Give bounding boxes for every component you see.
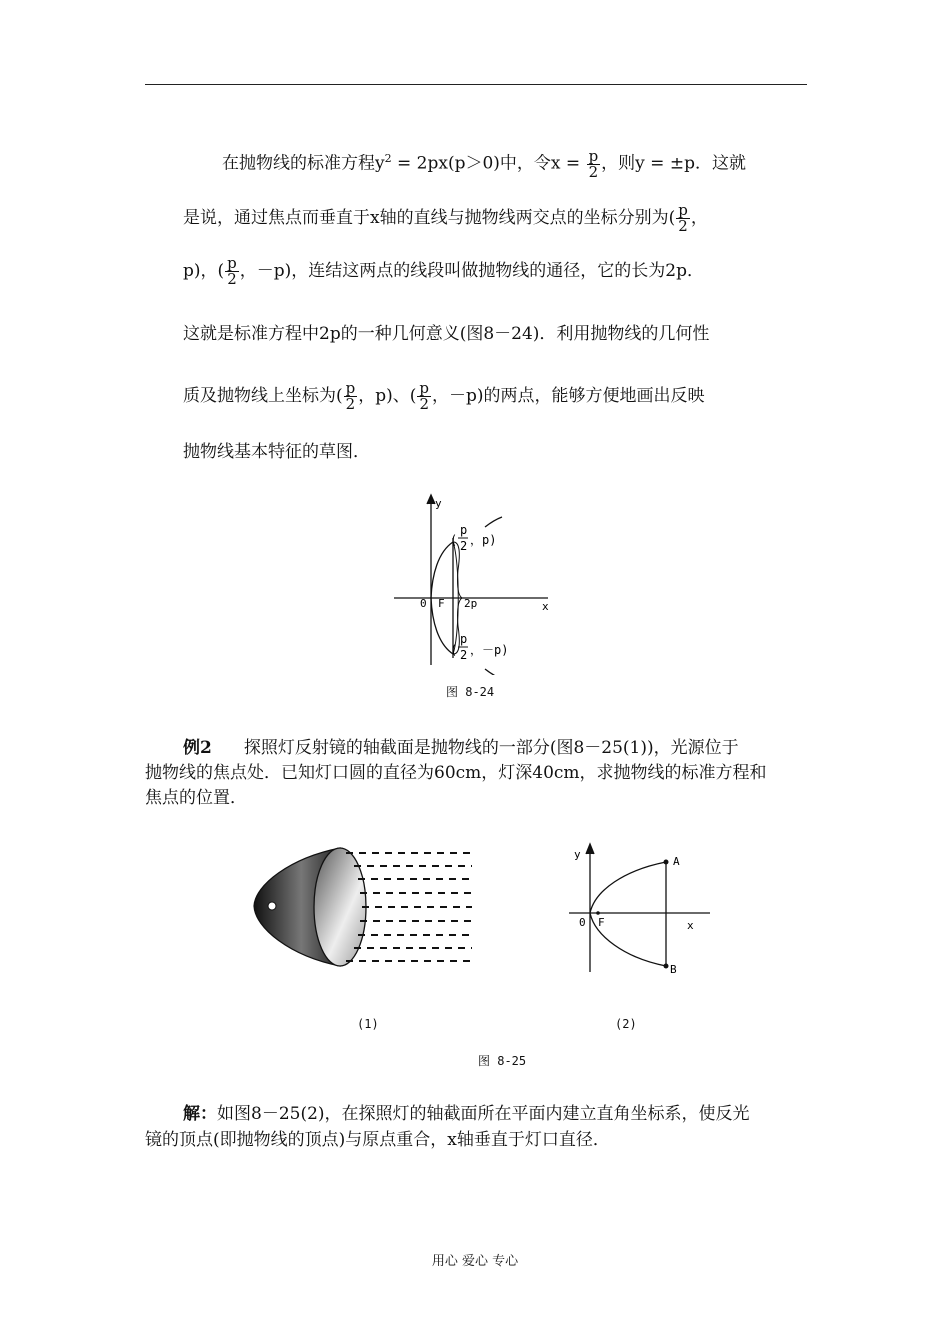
label-y: y [435,497,442,510]
parabola-bottom-arc [485,669,502,675]
header-rule [145,84,807,85]
text: ，则y = ±p．这就 [601,153,746,174]
label-x: x [687,919,694,932]
example-label: 例2 [183,738,212,758]
fraction-p-over-2: $\frac{p}{2}$ [345,379,356,413]
text: 在抛物线的标准方程y [222,153,385,174]
label-top-open: ( [450,533,458,547]
label-bottom-open: ( [450,643,458,657]
text: 质及抛物线上坐标为( [183,386,343,406]
text: 是说，通过焦点而垂直于x轴的直线与抛物线两交点的坐标分别为( [183,208,676,228]
label-origin: 0 [579,916,586,929]
subcaption-2: (2) [615,1017,637,1031]
para1-line1 [222,148,746,180]
fraction-p-over-2: $\frac{p}{2}$ [227,254,237,288]
example2-line2: 抛物线的焦点处．已知灯口圆的直径为60cm，灯深40cm，求抛物线的标准方程和 [145,763,767,783]
label-bottom-den: 2 [460,648,468,662]
text: 如图8－25(2)，在探照灯的轴截面所在平面内建立直角坐标系，使反光 [217,1104,750,1124]
para1-line2 [183,203,708,234]
figure-8-25-2-diagram [565,840,715,980]
y-axis-arrow [427,495,435,504]
y-axis-arrow [586,844,594,854]
label-bottom-close: ，－p) [470,643,509,657]
text: ，－p)的两点，能够方便地画出反映 [432,386,705,406]
light-source [268,902,276,910]
text: p)，( [183,261,225,281]
solution-label: 解： [183,1104,217,1124]
fraction-p-over-2: $\frac{p}{2}$ [588,146,599,181]
figure-8-25-1-reflector [250,840,480,975]
label-origin: 0 [420,597,427,610]
point-a [664,860,669,865]
para1-line3 [183,256,704,287]
label-top-close: ，p) [470,533,497,547]
parabola [590,862,666,966]
label-bottom-num: p [460,632,468,646]
label-y: y [574,848,581,861]
point-b [664,964,669,969]
label-top-num: p [460,523,468,537]
page-footer: 用心 爱心 专心 [431,1254,519,1269]
text: ，p)、( [358,386,417,406]
label-x: x [542,600,549,613]
para2-line2 [183,381,705,412]
subcaption-1: (1) [357,1017,379,1031]
fraction-p-over-2: $\frac{p}{2}$ [678,201,688,235]
superscript: 2 [384,152,392,165]
example2-line1 [183,737,739,759]
example2-line3: 焦点的位置． [145,788,247,808]
text: ， [690,208,708,228]
para2-line1: 这就是标准方程中2p的一种几何意义(图8－24)．利用抛物线的几何性 [183,324,710,344]
label-b: B [670,963,677,976]
para2-line3: 抛物线基本特征的草图． [183,442,370,462]
text: = 2px(p＞0)中，令x = [391,153,586,174]
label-top-den: 2 [460,539,468,553]
label-2p: 2p [464,597,478,610]
label-focus: F [598,916,605,929]
parabola-top-arc [485,517,502,527]
text: ，－p)，连结这两点的线段叫做抛物线的通径，它的长为2p． [239,261,704,281]
point-focus [596,911,600,915]
caption-8-24: 图 8-24 [446,685,495,699]
solution-line2: 镜的顶点(即抛物线的顶点)与原点重合，x轴垂直于灯口直径． [145,1130,610,1150]
fraction-p-over-2: $\frac{p}{2}$ [419,379,430,413]
solution-line1 [183,1103,750,1125]
figure-8-24 [390,490,560,675]
caption-8-25: 图 8-25 [478,1054,527,1068]
label-focus: F [438,597,445,610]
label-a: A [673,855,680,868]
text: 探照灯反射镜的轴截面是抛物线的一部分(图8－25(1))，光源位于 [243,738,739,758]
